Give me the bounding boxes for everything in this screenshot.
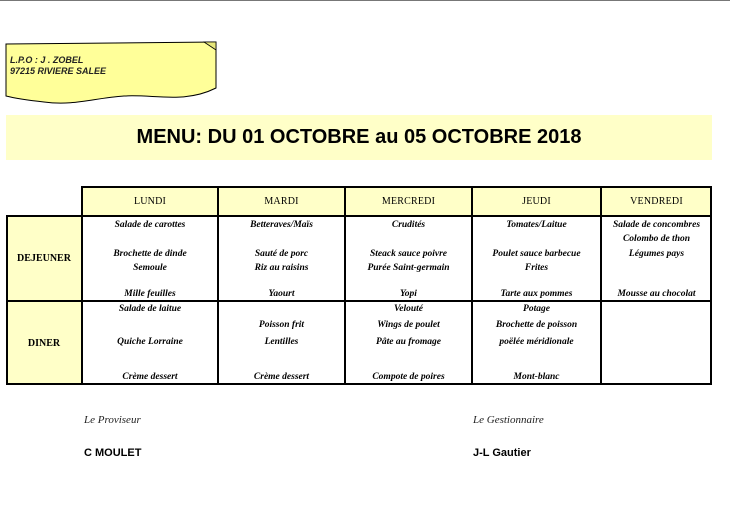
dish-dejeuner-lundi: Mille feuilles (124, 289, 176, 299)
title-bar (6, 115, 712, 160)
day-header-lundi: LUNDI (82, 186, 218, 216)
day-header-mardi: MARDI (218, 186, 345, 216)
school-address: 97215 RIVIERE SALEE (10, 66, 107, 76)
grid-border-row (6, 300, 712, 302)
left-signature-role: Le Proviseur (84, 414, 141, 426)
dish-diner-mercredi: Wings de poulet (377, 320, 440, 330)
dish-diner-jeudi: Brochette de poisson (495, 320, 578, 330)
dish-dejeuner-lundi: Salade de carottes (114, 220, 186, 230)
meal-label-diner: DINER (6, 301, 82, 385)
dish-diner-lundi: Salade de laitue (118, 304, 182, 314)
dish-diner-jeudi: poëlée méridionale (499, 337, 574, 347)
grid-border-bottom (6, 383, 712, 385)
dish-dejeuner-jeudi: Tarte aux pommes (500, 289, 573, 299)
dish-dejeuner-vendredi: Légumes pays (628, 249, 685, 259)
dish-dejeuner-lundi: Semoule (133, 263, 167, 273)
day-header-mercredi: MERCREDI (345, 186, 472, 216)
right-signature-role: Le Gestionnaire (473, 414, 544, 426)
dish-dejeuner-mardi: Betteraves/Maïs (250, 220, 313, 230)
dish-diner-jeudi: Potage (523, 304, 550, 314)
dish-dejeuner-lundi: Brochette de dinde (113, 249, 187, 259)
grid-border-col (344, 186, 346, 385)
dish-dejeuner-mardi: Yaourt (268, 289, 295, 299)
dish-dejeuner-vendredi: Colombo de thon (622, 234, 691, 244)
dish-diner-mercredi: Velouté (393, 304, 424, 314)
dish-diner-lundi: Quiche Lorraine (117, 337, 183, 347)
dish-diner-lundi: Crème dessert (122, 372, 178, 382)
day-header-vendredi: VENDREDI (601, 186, 712, 216)
dish-dejeuner-vendredi: Mousse au chocolat (617, 289, 696, 299)
grid-border-col (81, 186, 83, 385)
dish-dejeuner-mercredi: Purée Saint-germain (367, 263, 450, 273)
dish-dejeuner-mercredi: Yopi (400, 289, 417, 299)
meal-label-dejeuner: DEJEUNER (6, 216, 82, 301)
dish-diner-mardi: Crème dessert (253, 372, 310, 382)
dish-dejeuner-mardi: Riz au raisins (254, 263, 309, 273)
dish-dejeuner-jeudi: Frites (524, 263, 549, 273)
top-rule (0, 0, 730, 1)
right-signature-name: J-L Gautier (473, 447, 531, 459)
dish-dejeuner-mercredi: Steack sauce poivre (369, 249, 448, 259)
school-banner (4, 40, 220, 106)
grid-border-col (600, 186, 602, 385)
dish-dejeuner-jeudi: Poulet sauce barbecue (492, 249, 581, 259)
dish-diner-mercredi: Pâte au fromage (376, 337, 441, 347)
dish-dejeuner-jeudi: Tomates/Laitue (506, 220, 567, 230)
grid-border-col (217, 186, 219, 385)
day-header-jeudi: JEUDI (472, 186, 601, 216)
grid-border-row (6, 215, 712, 217)
dish-dejeuner-mardi: Sauté de porc (254, 249, 309, 259)
dish-diner-mercredi: Compote de poires (372, 372, 445, 382)
page-title: MENU: DU 01 OCTOBRE au 05 OCTOBRE 2018 (136, 126, 582, 148)
dish-diner-mardi: Poisson frit (258, 320, 305, 330)
dish-diner-jeudi: Mont-blanc (513, 372, 560, 382)
grid-border-col (6, 215, 8, 385)
grid-border-col (710, 186, 712, 385)
dish-diner-mardi: Lentilles (264, 337, 299, 347)
school-name: L.P.O : J . ZOBEL (10, 55, 84, 65)
grid-border-col (471, 186, 473, 385)
dish-dejeuner-mercredi: Crudités (391, 220, 426, 230)
grid-border-top (82, 186, 712, 188)
left-signature-name: C MOULET (84, 447, 142, 459)
dish-dejeuner-vendredi: Salade de concombres (612, 220, 701, 230)
